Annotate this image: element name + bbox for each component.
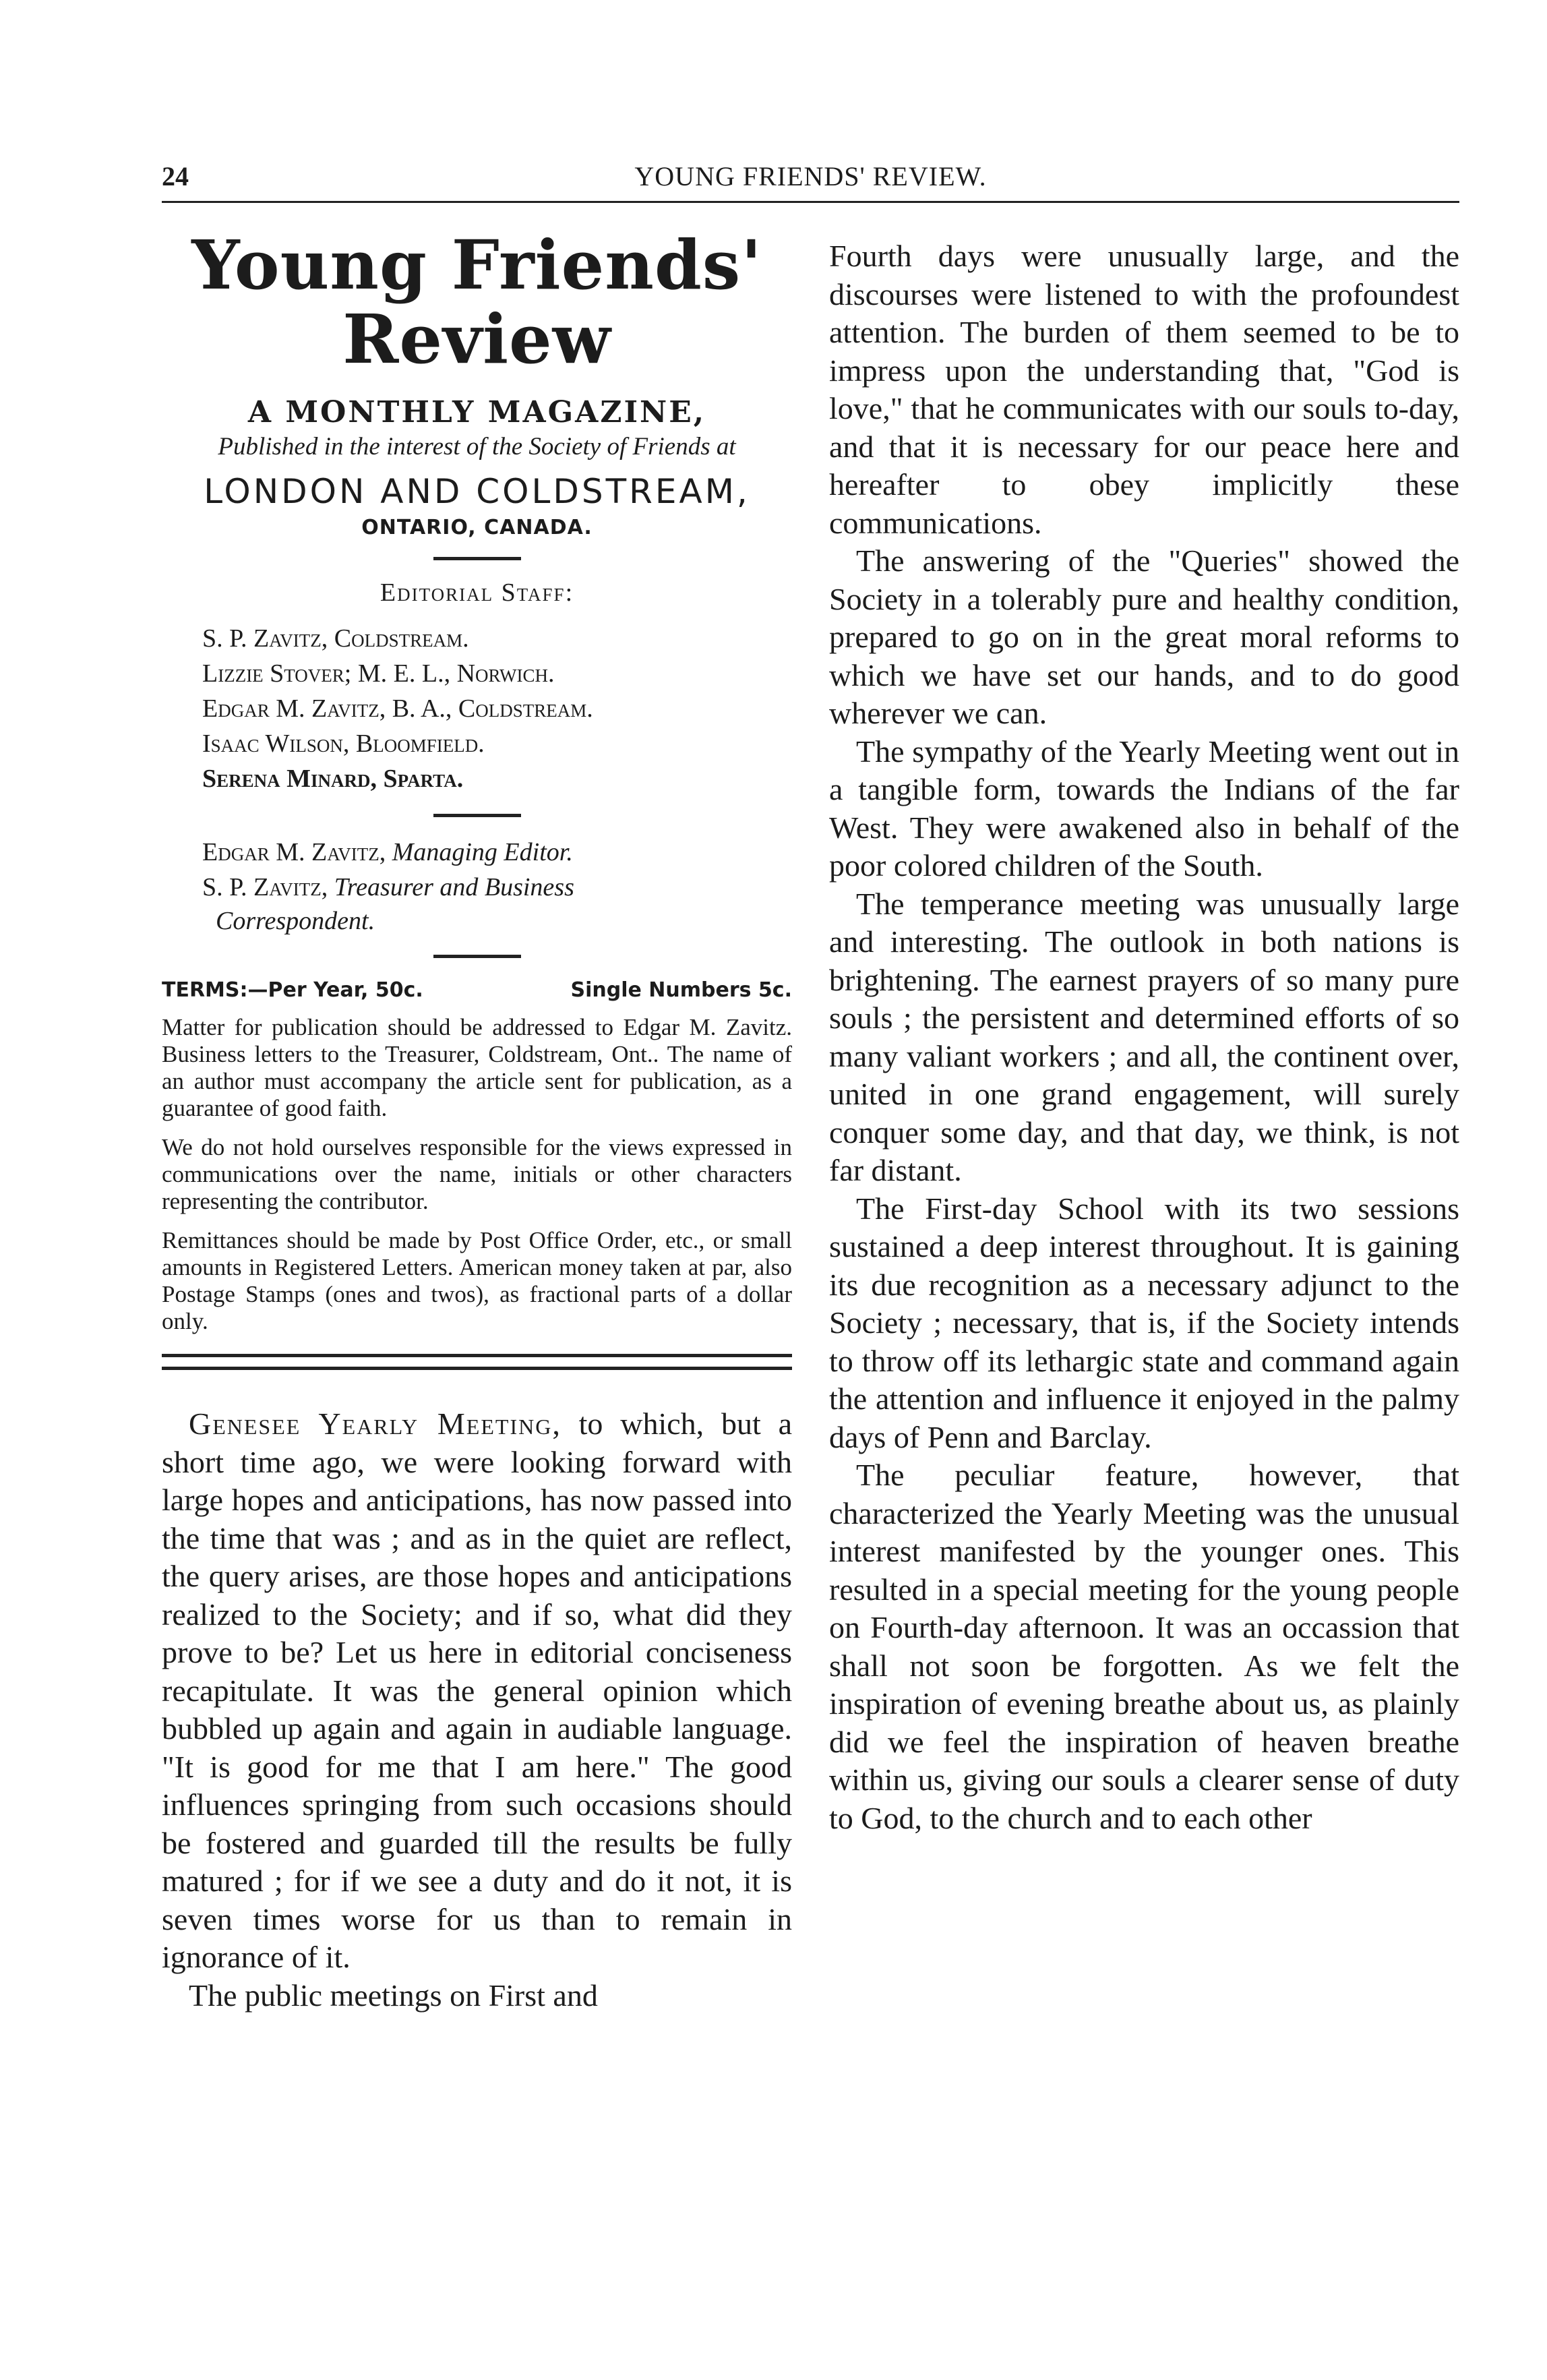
- treasurer: [202, 870, 792, 905]
- journal-title: YOUNG FRIENDS' REVIEW.: [634, 161, 987, 191]
- notice-paragraph: Remittances should be made by Post Office Order, etc., or small amounts in Registered Letters. American money taken at par, also Postage Stamps (ones and twos), as fractional parts of a dollar only.: [162, 1227, 792, 1334]
- masthead-published-line: Published in the interest of the Society of Friends at: [218, 433, 736, 460]
- terms-single: Single Numbers 5c.: [570, 978, 792, 1002]
- staff-member: Edgar M. Zavitz, B. A., Coldstream.: [202, 694, 593, 723]
- article-lead: Genesee Yearly Meeting,: [189, 1406, 562, 1441]
- running-head: [162, 160, 1459, 194]
- article-paragraph: The public meetings on First and: [189, 1977, 598, 2013]
- article-paragraph: The sympathy of the Yearly Meeting went out in a tangible form, towards the Indians of the far West. They were awakened also in behalf of the poor colored children of the South.: [829, 734, 1459, 883]
- managing-editor-name: Edgar M. Zavitz,: [202, 838, 386, 866]
- article-paragraph: The temperance meeting was unusually large and interesting. The outlook in both nations is brightening. The earnest prayers of so many pure souls ; the persistent and determined efforts of so many valiant workers ; and all, the continent over, united in one grand engagement, will surely conquer some day, and that day, we think, is not far distant.: [829, 886, 1459, 1187]
- masthead-location: LONDON AND COLDSTREAM,: [204, 472, 750, 511]
- article-paragraph: [162, 1405, 792, 1977]
- treasurer-name: S. P. Zavitz,: [202, 873, 328, 901]
- masthead-title: Young Friends' Review: [191, 225, 762, 379]
- terms-per-year: TERMS:—Per Year, 50c.: [162, 978, 423, 1002]
- notice-paragraph: Matter for publication should be addressed to Edgar M. Zavitz. Business letters to the Treasurer, Coldstream, Ont.. The name of an author must accompany the article sent for publication, as a guarantee of good faith.: [162, 1014, 792, 1121]
- staff-member: Lizzie Stover; M. E. L., Norwich.: [202, 659, 555, 688]
- staff-list: [162, 621, 792, 796]
- masthead-country: ONTARIO, CANADA.: [361, 516, 593, 539]
- divider: [433, 814, 521, 817]
- treasurer-role-continued: Correspondent.: [216, 907, 375, 935]
- divider: [433, 955, 521, 958]
- management: [162, 835, 792, 937]
- left-column: [162, 222, 792, 2015]
- article-paragraph: The peculiar feature, however, that characterized the Yearly Meeting was the unusual interest manifested by the younger ones. This resulted in a special meeting for the young people on Fourth-day afternoon. It was an occassion that shall not soon be forgotten. As we felt the inspiration of evening breathe about us, as plainly did we feel the inspiration of heaven breathe within us, giving our souls a clearer sense of duty to God, to the church and to each other: [829, 1458, 1459, 1835]
- article-paragraph-text: to which, but a short time ago, we were looking forward with large hopes and anticipations, has now passed into the time that was ; and as in the quiet are reflect, the query arises, are those hopes and anticipations realized to the Society; and if so, what did they prove to be? Let us here in editorial conciseness recapitulate. It was the general opinion which bubbled up again and again in audiable language. "It is good for me that I am here." The good influences springing from such occasions should be fostered and guarded till the results be fully matured ; for if we see a duty and do it not, it is seven times worse for us than to remain in ignorance of it.: [162, 1406, 792, 1974]
- terms: [162, 978, 792, 1002]
- header-rule: [162, 201, 1459, 203]
- notice-paragraph: We do not hold ourselves responsible for the views expressed in communications over the name, initials or other characters representing the contributor.: [162, 1134, 792, 1214]
- masthead-subtitle: A MONTHLY MAGAZINE,: [247, 395, 706, 429]
- right-column: [829, 237, 1459, 1837]
- managing-editor-role: Managing Editor.: [392, 838, 573, 866]
- article-paragraph: The First-day School with its two sessions sustained a deep interest throughout. It is gaining its due recognition as a necessary adjunct to the Society ; necessary, that is, if the Society intends to throw off its lethargic state and command again the attention and influence it enjoyed in the palmy days of Penn and Barclay.: [829, 1191, 1459, 1454]
- treasurer-role: Treasurer and Business: [334, 873, 574, 901]
- divider: [433, 557, 521, 560]
- staff-member: Serena Minard, Sparta.: [202, 765, 464, 793]
- managing-editor: [202, 835, 792, 870]
- page-number: 24: [162, 161, 189, 191]
- article-paragraph: The answering of the "Queries" showed the Society in a tolerably pure and healthy condition, prepared to go on in the great moral reforms to which we have set our hands, and to do good wherever we can.: [829, 543, 1459, 730]
- article-paragraph: Fourth days were unusually large, and the discourses were listened to with the profoundest attention. The burden of them seemed to be to impress upon the understanding that, "God is love," that he communicates with our souls to-day, and that it is necessary for our peace here and hereafter to obey implicitly these communications.: [829, 239, 1459, 540]
- staff-member: S. P. Zavitz, Coldstream.: [202, 624, 469, 653]
- staff-heading: Editorial Staff:: [380, 578, 574, 607]
- staff-member: Isaac Wilson, Bloomfield.: [202, 730, 485, 758]
- section-double-rule: [162, 1354, 792, 1370]
